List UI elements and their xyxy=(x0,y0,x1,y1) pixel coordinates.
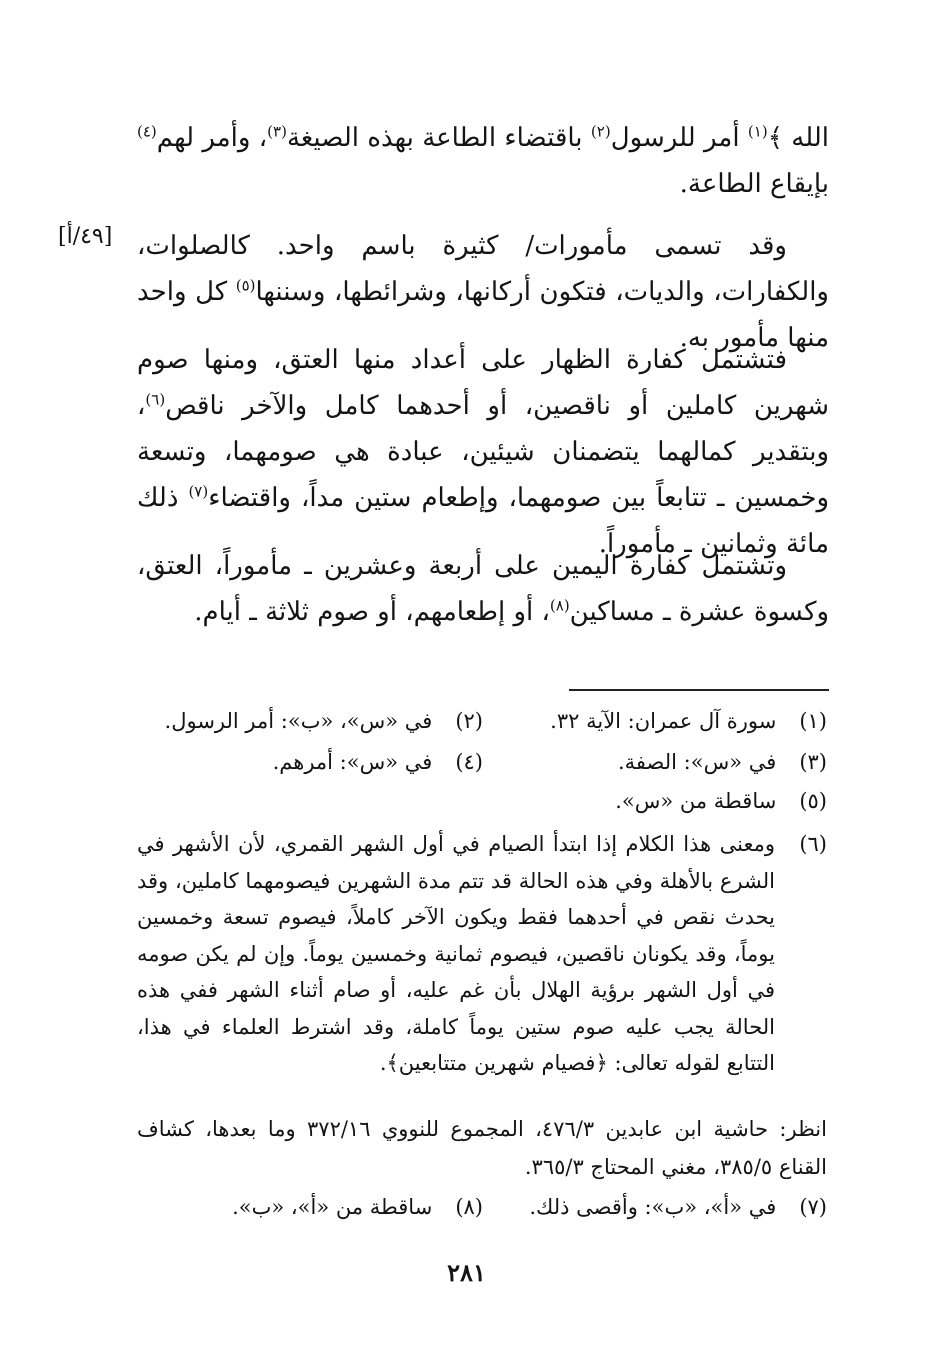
footnote-number: (٥) xyxy=(799,789,827,813)
footnote-8 xyxy=(232,1190,483,1224)
text-run: ، أو إطعامهم، أو صوم ثلاثة ـ أيام. xyxy=(194,597,550,627)
page-number: ٢٨١ xyxy=(447,1258,486,1287)
footnote-ref-1[interactable]: (١) xyxy=(747,122,768,141)
paragraph-4 xyxy=(137,543,829,635)
footnote-ref-5[interactable]: (٥) xyxy=(235,276,256,295)
footnote-text: سورة آل عمران: الآية ٣٢. xyxy=(550,709,777,733)
footnote-2 xyxy=(165,704,483,738)
footnote-ref-4[interactable]: (٤) xyxy=(137,122,157,141)
manuscript-folio-marker: [٤٩/أ] xyxy=(58,224,113,249)
footnote-text: في «أ»، «ب»: وأقصى ذلك. xyxy=(529,1195,777,1219)
footnote-number: (١) xyxy=(799,709,827,733)
text-run: الله ﴾ xyxy=(767,123,829,153)
footnote-ref-2[interactable]: (٢) xyxy=(590,122,611,141)
footnote-ref-8[interactable]: (٨) xyxy=(549,596,570,615)
footnote-4 xyxy=(273,745,483,779)
text-run: ، وبتقدير كمالهما يتضمنان شيئين، عبادة هي صومهما، وتسعة وخمسين ـ تتابعاً بين صومهما، وإطعام ستين مداً، واقتضاء xyxy=(137,391,830,513)
footnote-7 xyxy=(529,1190,827,1224)
text-run: بإيقاع الطاعة. xyxy=(679,169,829,199)
text-run: فتشتمل كفارة الظهار على أعداد منها العتق، ومنها صوم شهرين كاملين أو ناقصين، أو أحدهما كامل والآخر ناقص xyxy=(137,345,829,421)
text-run: ، وأمر لهم xyxy=(156,123,268,153)
footnote-number: (٤) xyxy=(455,750,483,774)
text-run: ذلك مائة وثمانين ـ مأموراً. xyxy=(137,483,829,559)
footnote-number: (٢) xyxy=(455,709,483,733)
footnote-ref-7[interactable]: (٧) xyxy=(188,482,209,501)
footnote-6 xyxy=(137,826,827,1082)
footnote-text: ساقطة من «س». xyxy=(615,789,777,813)
footnote-5 xyxy=(615,784,827,818)
footnote-text: في «س»: الصفة. xyxy=(618,750,777,774)
footnote-1 xyxy=(550,704,827,738)
text-run: باقتضاء الطاعة بهذه الصيغة xyxy=(286,123,591,153)
text-run: كل واحد منها مأمور به. xyxy=(137,277,829,353)
footnote-text: في «س»: أمرهم. xyxy=(272,750,433,774)
footnote-text: ساقطة من «أ»، «ب». xyxy=(232,1195,433,1219)
footnote-number: (٧) xyxy=(799,1195,827,1219)
footnote-3 xyxy=(618,745,827,779)
footnote-ref-3[interactable]: (٣) xyxy=(267,122,287,141)
footnote-text: ومعنى هذا الكلام إذا ابتدأ الصيام في أول الشهر القمري، لأن الأشهر في الشرع بالأهلة وفي هذه الحالة قد تتم مدة الشهرين فيصومهما كاملين، وقد يحدث نقص في أحدهما فقط ويكون الآخر كاملاً، فيصوم تسعة وخمسين يوماً، وقد يكونان ناقصين، فيصوم ثمانية وخمسين يوماً. وإن لم يكن صومه في أول الشهر برؤية الهلال بأن غم عليه، أو صام أثناء الشهر ففي هذه الحالة يجب عليه صوم ستين يوماً كاملة، وقد اشترط العلماء في هذا، التتابع لقوله تعالى: ﴿فصيام شهرين متتابعين﴾. xyxy=(137,832,775,1075)
footnote-text: في «س»، «ب»: أمر الرسول. xyxy=(164,709,433,733)
text-run: أمر للرسول xyxy=(610,123,748,153)
text-run: وتشتمل كفارة اليمين على أربعة وعشرين ـ مأموراً، العتق، وكسوة عشرة ـ مساكين xyxy=(137,551,829,627)
footnote-ref-6[interactable]: (٦) xyxy=(145,390,166,409)
footnote-number: (٨) xyxy=(455,1195,483,1219)
paragraph-1 xyxy=(137,115,829,207)
footnote-number: (٦) xyxy=(799,832,827,856)
footnote-separator xyxy=(569,689,829,691)
footnote-6-sources: انظر: حاشية ابن عابدين ٤٧٦/٣، المجموع للنووي ٣٧٢/١٦ وما بعدها، كشاف القناع ٣٨٥/٥، مغني المحتاج ٣٦٥/٣. xyxy=(137,1117,827,1179)
paragraph-3 xyxy=(137,337,829,567)
footnote-number: (٣) xyxy=(799,750,827,774)
text-run: وقد تسمى مأمورات/ كثيرة باسم واحد. كالصلوات، والكفارات، والديات، فتكون أركانها، وشرائطها، وسننها xyxy=(137,231,829,307)
